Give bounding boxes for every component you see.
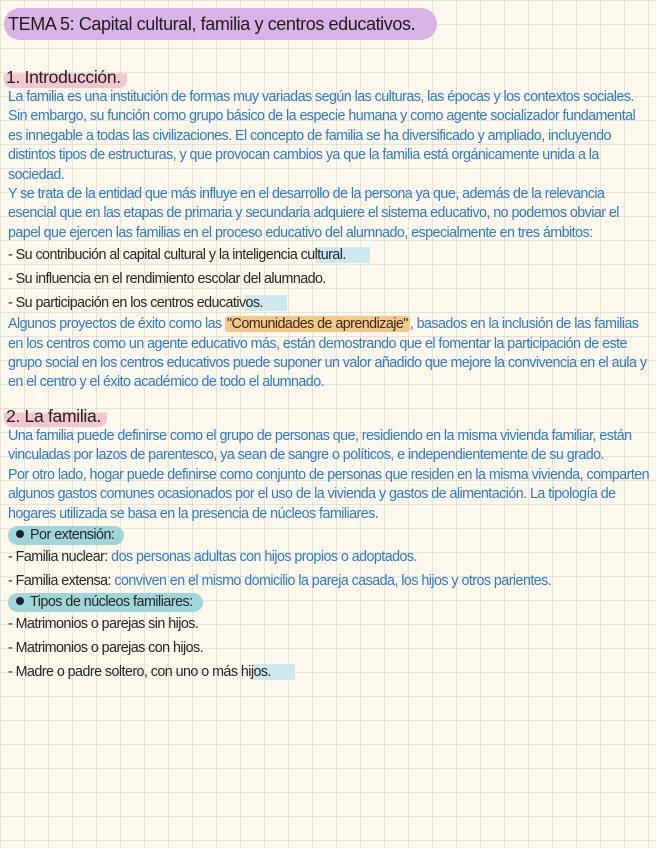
pill-por-extension: Por extensión: — [8, 526, 124, 545]
pill-tipos-nucleos: Tipos de núcleos familiares: — [8, 593, 203, 612]
section-introduction — [4, 66, 652, 393]
intro-list — [8, 243, 652, 315]
list-item: - Familia nuclear: dos personas adultas con hijos propios o adoptados. — [8, 548, 417, 565]
intro-paragraph-3: Algunos proyectos de éxito como las "Comunidades de aprendizaje" , basados en la inclusión de las familias en los centros como un agente educativo más, están demostrando que el fomentar la participación de este grupo social en los centros educativos puede suponer un valor añadido que mejore la convivencia en el aula y en el centro y el éxito académico de todo el alumnado. — [8, 316, 647, 391]
highlight-comunidades: "Comunidades de aprendizaje" — [227, 316, 408, 333]
intro-paragraph-1: La familia es una institución de formas muy variadas según las culturas, las épocas y los contextos sociales. Sin embargo, su función como grupo básico de la especie humana y como agente socializador fundamental es innegable a todas las civilizaciones. El concepto de familia se ha diversificado y ampliado, incluyendo distintos tipos de estructuras, y que provocan cambios ya que la familia está orgánicamente unida a la sociedad. — [8, 89, 636, 183]
notes-page — [4, 8, 652, 684]
family-paragraph-1: Una familia puede definirse como el grupo de personas que, residiendo en la misma vivienda familiar, están vinculadas por lazos de parentesco, ya sean de sangre o políticos, e independientemente de su grado. — [8, 427, 632, 464]
section-family — [4, 405, 652, 684]
intro-paragraph-2: Y se trata de la entidad que más influye en el desarrollo de la persona ya que, además de la relevancia esencial que en las etapas de primaria y secundaria adquiere el sistema educativo, no podemos obviar el papel que ejercen las familias en el proceso educativo del alumnado, especialmente en tres ámbitos: — [8, 186, 619, 241]
section-heading-family: 2. La familia. — [4, 405, 107, 427]
bullet-dot-icon — [16, 530, 24, 538]
list-item: - Su contribución al capital cultural y la inteligencia cultural. — [8, 243, 652, 267]
list-item: - Su participación en los centros educativos. — [8, 291, 652, 315]
list-item: - Madre o padre soltero, con uno o más hijos. — [8, 660, 652, 684]
family-paragraph-2: Por otro lado, hogar puede definirse como conjunto de personas que residen en la misma vivienda, comparten algunos gastos comunes ocasionados por el uso de la vivienda y gastos de alimentación. La tipología de hogares utilizada se basa en la presencia de núcleos familiares. — [8, 466, 650, 522]
page-title: TEMA 5: Capital cultural, familia y centros educativos. — [4, 8, 437, 40]
bullet-dot-icon — [16, 597, 24, 605]
list-item: - Matrimonios o parejas con hijos. — [8, 639, 204, 656]
section-heading-introduction: 1. Introducción. — [4, 66, 127, 88]
list-item: - Familia extensa: conviven en el mismo domicilio la pareja casada, los hijos y otros parientes. — [8, 572, 552, 589]
list-item: - Matrimonios o parejas sin hijos. — [8, 615, 199, 632]
list-item: - Su influencia en el rendimiento escolar del alumnado. — [8, 271, 326, 288]
